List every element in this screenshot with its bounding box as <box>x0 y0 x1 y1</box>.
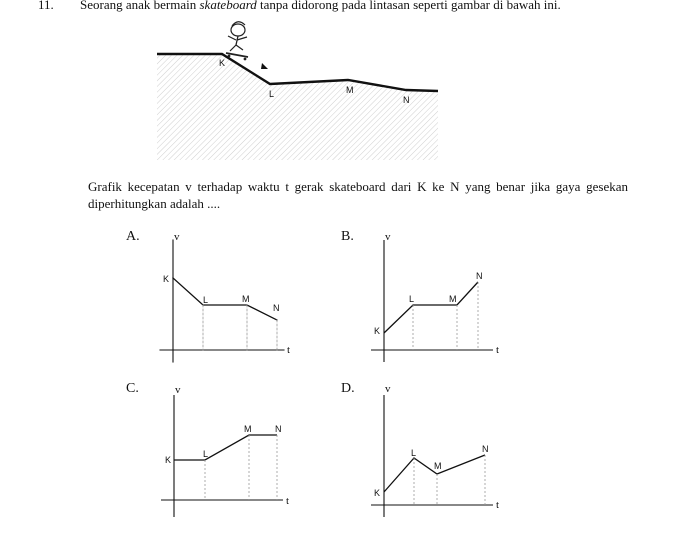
t-axis-label: t <box>286 495 290 507</box>
point-label-k: K <box>165 455 172 465</box>
point-label-l: L <box>203 295 209 305</box>
v-axis-label: v <box>385 231 391 243</box>
graph-option-a <box>160 231 290 362</box>
track-label-m: M <box>346 85 354 95</box>
option-a-label[interactable]: A. <box>126 229 140 244</box>
option-b-label[interactable]: B. <box>341 229 354 244</box>
graph-option-b <box>371 231 499 362</box>
point-label-m: M <box>242 294 250 304</box>
question-number: 11. <box>38 0 54 12</box>
velocity-curve <box>173 278 277 320</box>
track-illustration <box>157 22 438 160</box>
track-label-k: K <box>219 58 226 68</box>
point-label-k: K <box>163 274 170 284</box>
point-label-n: N <box>476 271 483 281</box>
point-label-m: M <box>434 461 442 471</box>
v-axis-label: v <box>174 231 180 243</box>
t-axis-label: t <box>496 344 500 356</box>
point-label-k: K <box>374 488 381 498</box>
graph-option-d <box>371 383 499 517</box>
velocity-curve <box>174 435 277 460</box>
point-label-l: L <box>203 449 209 459</box>
v-axis-label: v <box>175 384 181 396</box>
point-label-n: N <box>275 424 282 434</box>
point-label-n: N <box>482 444 489 454</box>
point-label-m: M <box>449 294 457 304</box>
graph-option-c <box>161 384 289 517</box>
skateboarder-figure <box>226 22 248 61</box>
direction-arrow-icon <box>261 63 268 69</box>
t-axis-label: t <box>496 499 500 511</box>
point-label-m: M <box>244 424 252 434</box>
option-c-label[interactable]: C. <box>126 381 139 396</box>
ground-hatching <box>157 54 438 160</box>
track-label-l: L <box>269 89 275 99</box>
v-axis-label: v <box>385 383 391 395</box>
track-label-n: N <box>403 95 410 105</box>
velocity-curve <box>384 282 478 333</box>
point-label-k: K <box>374 326 381 336</box>
question-text-start: Seorang anak bermain <box>80 0 200 12</box>
question-text-end: tanpa didorong pada lintasan seperti gambar di bawah ini. <box>256 0 561 12</box>
question-prompt: Grafik kecepatan v terhadap waktu t gerak skateboard dari K ke N yang benar jika gaya gesekan diperhitungkan adalah .... <box>88 179 628 211</box>
point-label-l: L <box>411 448 417 458</box>
point-label-n: N <box>273 303 280 313</box>
question-text-italic: skateboard <box>199 0 257 12</box>
option-d-label[interactable]: D. <box>341 381 355 396</box>
t-axis-label: t <box>287 344 291 356</box>
point-label-l: L <box>409 294 415 304</box>
